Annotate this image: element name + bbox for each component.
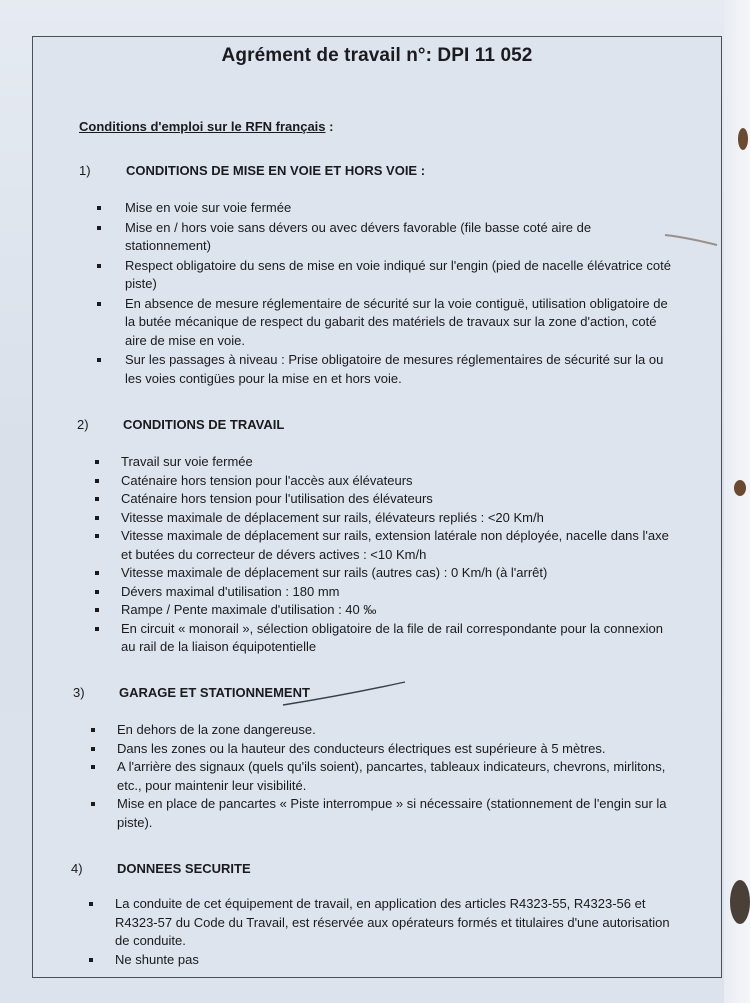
list-item: En dehors de la zone dangereuse. (117, 721, 677, 740)
subtitle-suffix: : (325, 119, 334, 134)
section-title: CONDITIONS DE TRAVAIL (123, 417, 285, 432)
list-item: Vitesse maximale de déplacement sur rails (autres cas) : 0 Km/h (à l'arrêt) (121, 564, 681, 583)
rust-spot (734, 480, 746, 496)
rust-spot (738, 128, 748, 150)
section-heading (33, 417, 721, 437)
section-1 (33, 163, 721, 386)
list-item: Mise en / hors voie sans dévers ou avec dévers favorable (file basse coté aire de stationnement) (125, 219, 677, 256)
subtitle-text: Conditions d'emploi sur le RFN français (79, 119, 326, 134)
rust-spot (730, 880, 750, 924)
posted-document-sheet (32, 36, 722, 978)
list-item: Dévers maximal d'utilisation : 180 mm (121, 583, 681, 602)
list-item: En absence de mesure réglementaire de sécurité sur la voie contiguë, utilisation obligatoire de la butée mécanique de respect du gabarit des matériels de travaux sur la zone d'action, coté aire de mise en voie. (125, 295, 677, 351)
list-item: Caténaire hors tension pour l'accès aux élévateurs (121, 472, 681, 491)
section-1-list (125, 199, 677, 388)
section-3-list (117, 721, 677, 832)
section-3 (33, 685, 721, 830)
list-item: La conduite de cet équipement de travail, en application des articles R4323-55, R4323-56 et R4323-57 du Code du Travail, est réservée aux opérateurs formés et titulaires d'une autorisation de conduite. (115, 895, 675, 951)
list-item: Sur les passages à niveau : Prise obligatoire de mesures réglementaires de sécurité sur la ou les voies contigües pour la mise en et hors voie. (125, 351, 677, 388)
section-heading (33, 861, 721, 881)
list-item: Rampe / Pente maximale d'utilisation : 40 ‰ (121, 601, 681, 620)
section-number: 1) (79, 163, 91, 178)
section-4-list (115, 895, 675, 969)
list-item: Mise en voie sur voie fermée (125, 199, 677, 218)
list-item: Mise en place de pancartes « Piste interrompue » si nécessaire (stationnement de l'engin sur la piste). (117, 795, 677, 832)
list-item: A l'arrière des signaux (quels qu'ils soient), pancartes, tableaux indicateurs, chevrons, mirlitons, etc., pour maintenir leur visibilité. (117, 758, 677, 795)
section-2 (33, 417, 721, 654)
section-number: 3) (73, 685, 85, 700)
list-item: Vitesse maximale de déplacement sur rails, élévateurs repliés : <20 Km/h (121, 509, 681, 528)
section-number: 2) (77, 417, 89, 432)
list-item: En circuit « monorail », sélection obligatoire de la file de rail correspondante pour la connexion au rail de la liaison équipotentielle (121, 620, 681, 657)
section-number: 4) (71, 861, 83, 876)
section-2-list (121, 453, 681, 657)
list-item: Respect obligatoire du sens de mise en voie indiqué sur l'engin (pied de nacelle élévatrice coté piste) (125, 257, 677, 294)
list-item: Caténaire hors tension pour l'utilisation des élévateurs (121, 490, 681, 509)
section-heading (33, 685, 721, 705)
panel-right-edge (724, 0, 750, 1003)
list-item: Dans les zones ou la hauteur des conducteurs électriques est supérieure à 5 mètres. (117, 740, 677, 759)
list-item: Vitesse maximale de déplacement sur rails, extension latérale non déployée, nacelle dans l'axe et butées du correcteur de dévers actives : <10 Km/h (121, 527, 681, 564)
document-title: Agrément de travail n°: DPI 11 052 (221, 45, 533, 66)
section-4 (33, 861, 721, 967)
list-item: Travail sur voie fermée (121, 453, 681, 472)
list-item: Ne shunte pas (115, 951, 675, 970)
document-subtitle (79, 119, 333, 134)
section-heading (33, 163, 721, 183)
section-title: CONDITIONS DE MISE EN VOIE ET HORS VOIE : (126, 163, 426, 178)
section-title: GARAGE ET STATIONNEMENT (119, 685, 310, 700)
section-title: DONNEES SECURITE (117, 861, 251, 876)
